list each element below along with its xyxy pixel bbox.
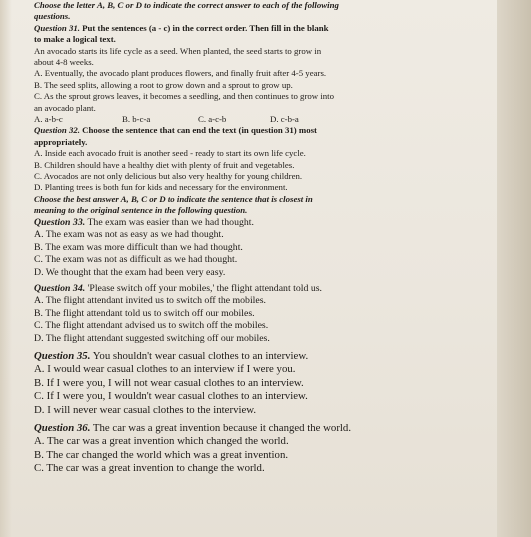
q32-prompt-1: Choose the sentence that can end the text (in question 31) most xyxy=(79,125,317,136)
q31-prompt-line-1 xyxy=(34,23,484,34)
q34-option-d: D. The flight attendant suggested switching off our mobiles. xyxy=(34,333,270,345)
page-edge-right xyxy=(497,0,531,537)
q31-sentence-b: B. The seed splits, allowing a root to grow down and a sprout to grow up. xyxy=(34,79,293,90)
q36-option-c: C. The car was a great invention to change the world. xyxy=(34,462,265,475)
q34-option-a: A. The flight attendant invited us to switch off the mobiles. xyxy=(34,295,267,307)
q35-option-d: D. I will never wear casual clothes to the interview. xyxy=(34,404,257,417)
q33-option-b: B. The exam was more difficult than we had thought. xyxy=(34,241,243,253)
q31-prompt-line-2: to make a logical text. xyxy=(34,34,116,45)
q31-number: Question 31. xyxy=(34,22,80,33)
q33-option-c: C. The exam was not as difficult as we had thought. xyxy=(34,254,238,266)
instruction-line-3: Choose the best answer A, B, C or D to indicate the sentence that is closest in xyxy=(34,193,313,204)
q31-option-c: C. a-c-b xyxy=(198,114,227,125)
q33-prompt: The exam was easier than we had thought. xyxy=(85,216,254,228)
q36-option-a: A. The car was a great invention which changed the world. xyxy=(34,435,289,448)
q36-number: Question 36. xyxy=(34,421,91,434)
q33-option-d: D. We thought that the exam had been very easy. xyxy=(34,267,226,279)
q35-prompt: You shouldn't wear casual clothes to an interview. xyxy=(90,349,309,362)
q31-sentence-c-2: an avocado plant. xyxy=(34,102,96,113)
q35-prompt-line xyxy=(34,350,484,364)
q31-option-b: B. b-c-a xyxy=(122,114,151,125)
q33-number: Question 33. xyxy=(34,216,86,228)
page-shadow-left xyxy=(0,0,12,537)
q31-text-line-2: about 4-8 weeks. xyxy=(34,57,94,68)
q36-prompt-line xyxy=(34,422,484,436)
q35-number: Question 35. xyxy=(34,349,91,362)
q31-prompt-1: Put the sentences (a - c) in the correct order. Then fill in the blank xyxy=(79,22,329,33)
q32-prompt-line-1 xyxy=(34,125,484,136)
instruction-line-1: Choose the letter A, B, C or D to indicate the correct answer to each of the following xyxy=(34,0,339,10)
q33-prompt-line xyxy=(34,217,484,230)
worksheet-content xyxy=(34,0,484,476)
q31-option-a: A. a-b-c xyxy=(34,114,63,125)
q36-option-b: B. The car changed the world which was a great invention. xyxy=(34,448,289,461)
q33-option-a: A. The exam was not as easy as we had thought. xyxy=(34,229,224,241)
q35-option-c: C. If I were you, I wouldn't wear casual clothes to an interview. xyxy=(34,390,308,403)
q32-prompt-line-2: appropriately. xyxy=(34,136,88,147)
q34-number: Question 34. xyxy=(34,282,86,294)
q32-option-b: B. Children should have a healthy diet with plenty of fruit and vegetables. xyxy=(34,159,295,170)
q31-sentence-a: A. Eventually, the avocado plant produces flowers, and finally fruit after 4-5 years. xyxy=(34,68,327,79)
q31-option-d: D. c-b-a xyxy=(270,114,299,125)
q31-options-row xyxy=(34,114,484,125)
q32-option-d: D. Planting trees is both fun for kids and necessary for the environment. xyxy=(34,182,288,193)
q32-option-a: A. Inside each avocado fruit is another seed - ready to start its own life cycle. xyxy=(34,148,306,159)
q36-prompt: The car was a great invention because it changed the world. xyxy=(90,421,352,434)
q35-option-b: B. If I were you, I will not wear casual clothes to an interview. xyxy=(34,376,304,389)
instruction-line-2: questions. xyxy=(34,11,71,22)
q32-number: Question 32. xyxy=(34,125,80,136)
instruction-line-4: meaning to the original sentence in the following question. xyxy=(34,205,248,216)
q34-prompt-line xyxy=(34,283,484,296)
q31-sentence-c-1: C. As the sprout grows leaves, it becomes a seedling, and then continues to grow into xyxy=(34,91,335,102)
q34-prompt: 'Please switch off your mobiles,' the flight attendant told us. xyxy=(85,282,322,294)
q31-text-line-1: An avocado starts its life cycle as a seed. When planted, the seed starts to grow in xyxy=(34,45,322,56)
q32-option-c: C. Avocados are not only delicious but also very healthy for young children. xyxy=(34,171,303,182)
q34-option-c: C. The flight attendant advised us to switch off the mobiles. xyxy=(34,320,269,332)
q34-option-b: B. The flight attendant told us to switch off our mobiles. xyxy=(34,307,255,319)
q35-option-a: A. I would wear casual clothes to an interview if I were you. xyxy=(34,363,296,376)
